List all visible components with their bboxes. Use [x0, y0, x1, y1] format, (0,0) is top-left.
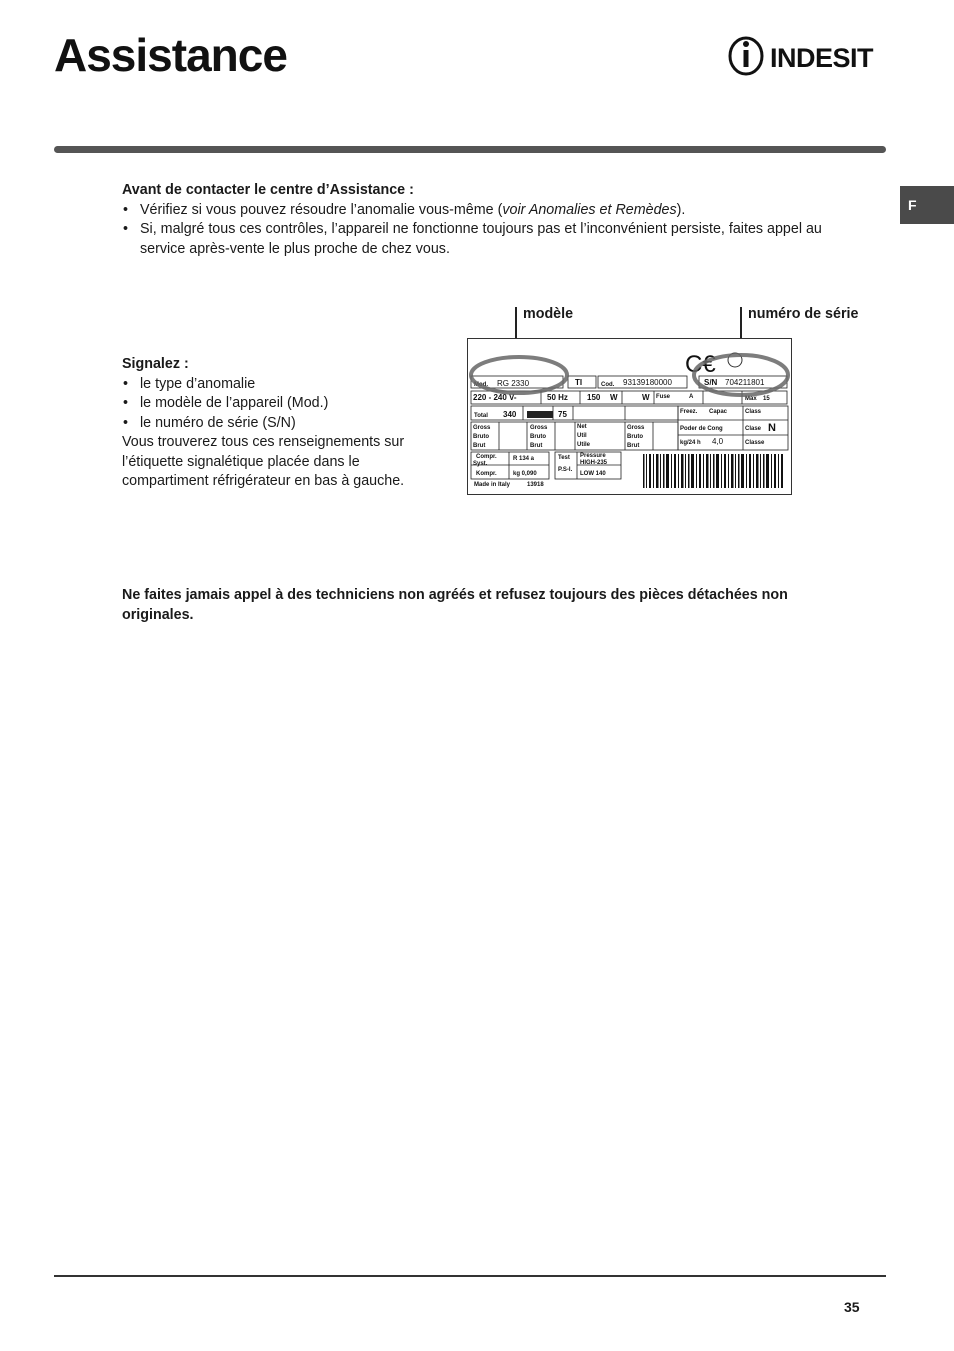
mod-value: RG 2330 — [497, 379, 530, 388]
rating-label — [467, 338, 792, 495]
brut-label-3: Brut — [627, 443, 640, 449]
psi-label: P.S-I. — [558, 467, 573, 473]
warning-text: Ne faites jamais appel à des techniciens non agréés et refusez toujours des pièces détachées non originales. — [122, 587, 788, 623]
kg24-label: kg/24 h — [680, 440, 701, 446]
language-tab — [900, 186, 954, 224]
report-heading: Signalez : — [122, 356, 189, 372]
report-item-model: • le modèle de l’appareil (Mod.) — [122, 394, 432, 414]
bullet-1-reference: voir Anomalies et Remèdes — [502, 201, 677, 218]
report-item-anomaly: • le type d’anomalie — [122, 375, 432, 395]
brut-label-2: Brut — [530, 443, 543, 449]
amp-unit: A — [689, 394, 694, 400]
page-number: 35 — [844, 1299, 860, 1315]
test-label: Test — [558, 455, 570, 461]
voltage-value: 220 - 240 V- — [473, 393, 517, 402]
brand-text: INDESIT — [770, 43, 874, 73]
bullet-1-end: ). — [676, 201, 686, 218]
bullet-1-text: Vérifiez si vous pouvez résoudre l’anomalie vous-même ( — [140, 201, 503, 218]
brut-label-1: Brut — [473, 443, 486, 449]
classe-label: Classe — [745, 440, 765, 446]
mod-label: Mod. — [474, 382, 488, 388]
class-label: Class — [745, 409, 762, 415]
compr-label: Compr. — [476, 454, 497, 460]
max-label: Max — [745, 396, 757, 402]
freez-label: Freez. — [680, 409, 698, 415]
util-label: Util — [577, 433, 587, 439]
callout-model: modèle — [523, 306, 574, 322]
made-code: 13918 — [527, 482, 544, 488]
gross-label-2: Gross — [530, 425, 548, 431]
before-contact-heading: Avant de contacter le centre d’Assistance : — [122, 182, 414, 198]
frequency-value: 50 Hz — [547, 393, 568, 402]
high-value: HIGH-235 — [580, 460, 608, 466]
max-value: 15 — [763, 396, 770, 402]
power-value: 150 — [587, 393, 601, 402]
total-value: 340 — [503, 410, 517, 419]
star-rating-icon — [527, 411, 553, 418]
page-title: Assistance — [54, 29, 287, 81]
indesit-logo — [726, 34, 886, 78]
net-label: Net — [577, 424, 587, 430]
sn-label: S/N — [704, 378, 718, 387]
utile-label: Utile — [577, 442, 591, 448]
sn-value: 704211801 — [725, 378, 765, 387]
ti-value: TI — [575, 378, 583, 387]
pressure-label: Pressure — [580, 453, 606, 459]
callout-serial: numéro de série — [748, 306, 859, 322]
charge-value: kg 0,090 — [513, 471, 537, 477]
report-item-serial: • le numéro de série (S/N) — [122, 414, 432, 434]
total-label: Total — [474, 413, 488, 419]
before-contact-bullet-2: • Si, malgré tous ces contrôles, l’appareil ne fonctionne toujours pas et l’inconvénient persiste, faites appel au service après-vente le plus proche de chez vous. — [122, 220, 862, 259]
header-divider — [54, 146, 886, 153]
clase-value: N — [768, 422, 776, 434]
poder-label: Poder de Cong — [680, 426, 723, 432]
footer-divider — [54, 1275, 886, 1277]
kg24-value: 4,0 — [712, 437, 724, 446]
freezer-volume: 75 — [558, 410, 567, 419]
low-value: LOW 140 — [580, 471, 606, 477]
power-unit: W — [610, 393, 618, 402]
bruto-label-2: Bruto — [530, 434, 546, 440]
fuse-label: Fuse — [656, 394, 671, 400]
refrigerant-value: R 134 a — [513, 456, 535, 462]
lamp-power-unit: W — [642, 393, 650, 402]
clase-label: Clase — [745, 426, 762, 432]
report-section — [122, 355, 432, 492]
gross-label-1: Gross — [473, 425, 491, 431]
capac-label: Capac — [709, 409, 728, 415]
cod-label: Cod. — [601, 382, 615, 388]
before-contact-section — [122, 181, 862, 259]
kompr-label: Kompr. — [476, 471, 497, 477]
syst-label: Syst. — [473, 461, 488, 467]
bruto-label-1: Bruto — [473, 434, 489, 440]
cod-value: 93139180000 — [623, 378, 672, 387]
report-note: Vous trouverez tous ces renseignements sur l’étiquette signalétique placée dans le compartiment réfrigérateur en bas à gauche. — [122, 434, 405, 489]
ce-mark: C€ — [685, 351, 716, 378]
made-in-label: Made in Italy — [474, 482, 511, 488]
before-contact-bullet-1 — [122, 201, 862, 221]
bruto-label-3: Bruto — [627, 434, 643, 440]
language-tab-label: F — [908, 197, 917, 213]
gross-label-3: Gross — [627, 425, 645, 431]
